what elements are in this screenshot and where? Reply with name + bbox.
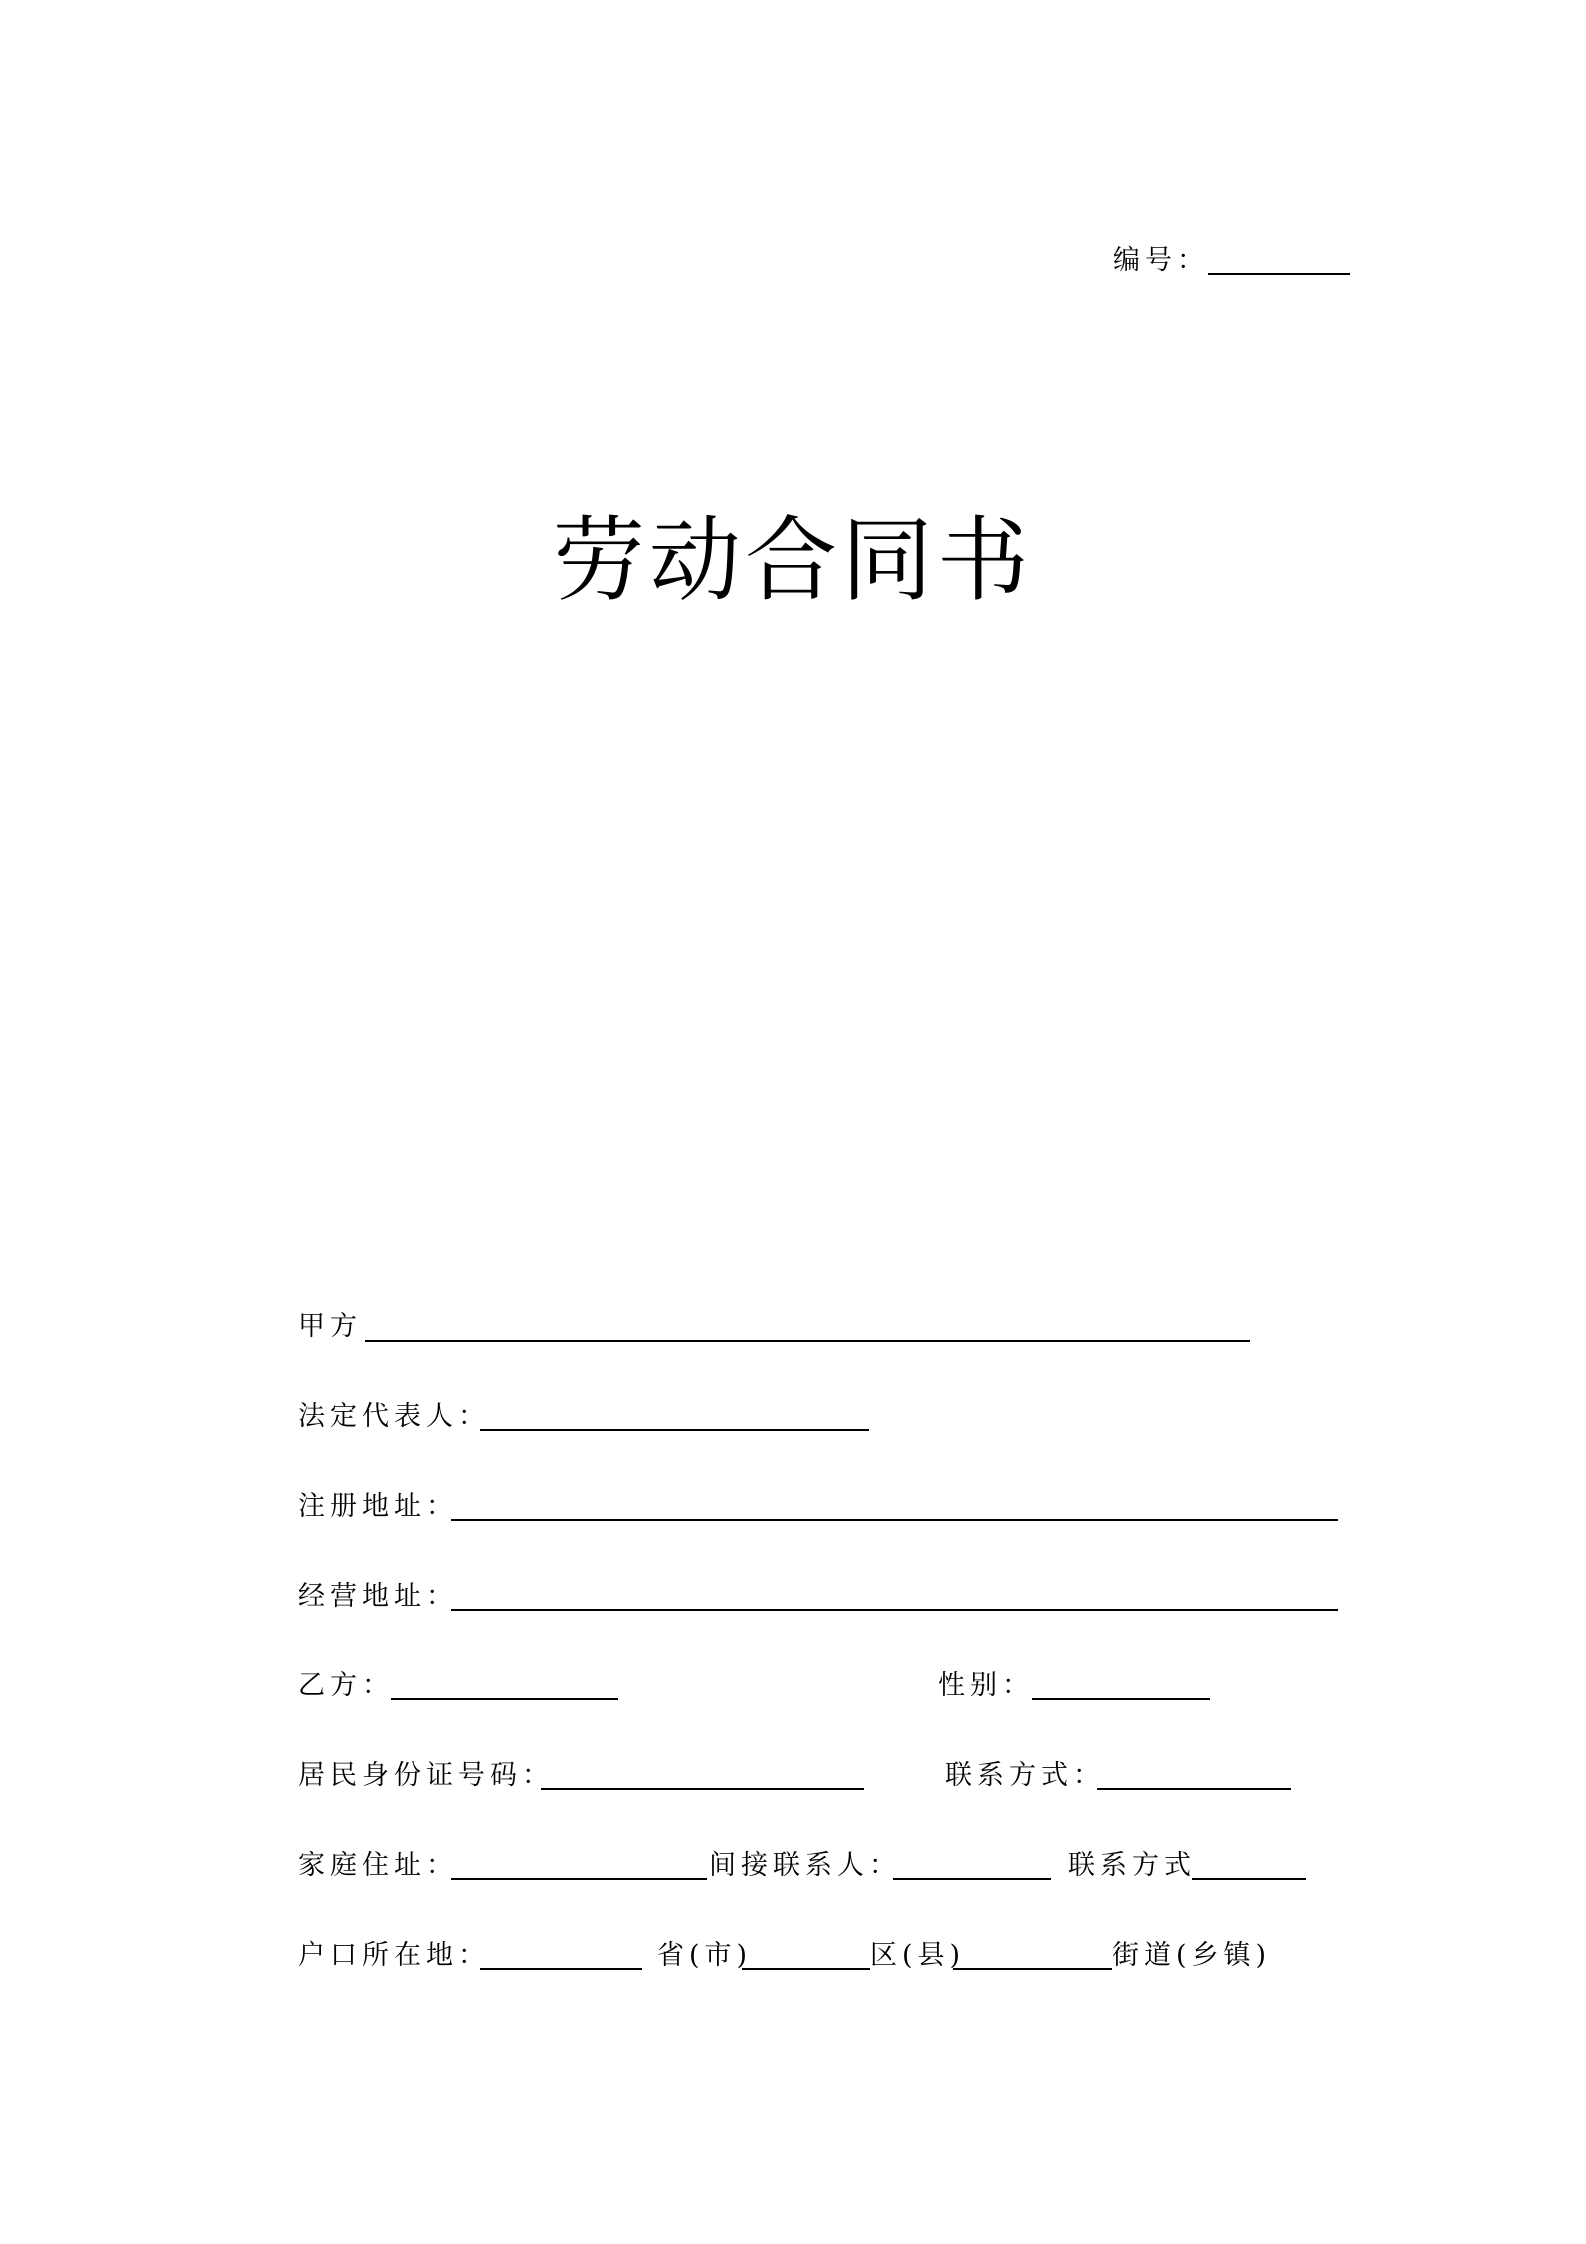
contact-label: 联系方式：: [945, 1760, 1105, 1791]
street-label: 街道(乡镇): [1112, 1940, 1272, 1971]
indirect-contact-field[interactable]: [893, 1878, 1051, 1880]
id-number-field[interactable]: [541, 1788, 864, 1790]
reg-address-field[interactable]: [451, 1519, 1338, 1521]
legal-rep-field[interactable]: [480, 1429, 869, 1431]
hukou-district-field[interactable]: [742, 1968, 870, 1970]
party-b-label: 乙方：: [298, 1670, 394, 1701]
party-b-field[interactable]: [391, 1698, 618, 1700]
party-a-label: 甲方: [298, 1311, 362, 1342]
reg-address-label: 注册地址：: [298, 1491, 458, 1522]
party-a-field[interactable]: [365, 1340, 1250, 1342]
home-address-field[interactable]: [451, 1878, 707, 1880]
number-label: 编号：: [1113, 245, 1209, 276]
province-label: 省(市): [657, 1940, 753, 1971]
hukou-province-field[interactable]: [480, 1968, 642, 1970]
contact2-label: 联系方式: [1068, 1850, 1196, 1881]
biz-address-label: 经营地址：: [298, 1581, 458, 1612]
contact-field[interactable]: [1097, 1788, 1291, 1790]
number-field[interactable]: [1208, 273, 1350, 275]
gender-label: 性别：: [938, 1670, 1034, 1701]
biz-address-field[interactable]: [451, 1609, 1338, 1611]
indirect-contact-label: 间接联系人：: [709, 1850, 901, 1881]
home-address-label: 家庭住址：: [298, 1850, 458, 1881]
document-title: 劳动合同书: [552, 507, 1033, 614]
contact2-field[interactable]: [1192, 1878, 1306, 1880]
id-number-label: 居民身份证号码：: [298, 1760, 554, 1791]
district-label: 区(县): [870, 1940, 966, 1971]
gender-field[interactable]: [1032, 1698, 1210, 1700]
hukou-street-field[interactable]: [953, 1968, 1112, 1970]
legal-rep-label: 法定代表人：: [298, 1401, 490, 1432]
hukou-label: 户口所在地：: [298, 1940, 490, 1971]
